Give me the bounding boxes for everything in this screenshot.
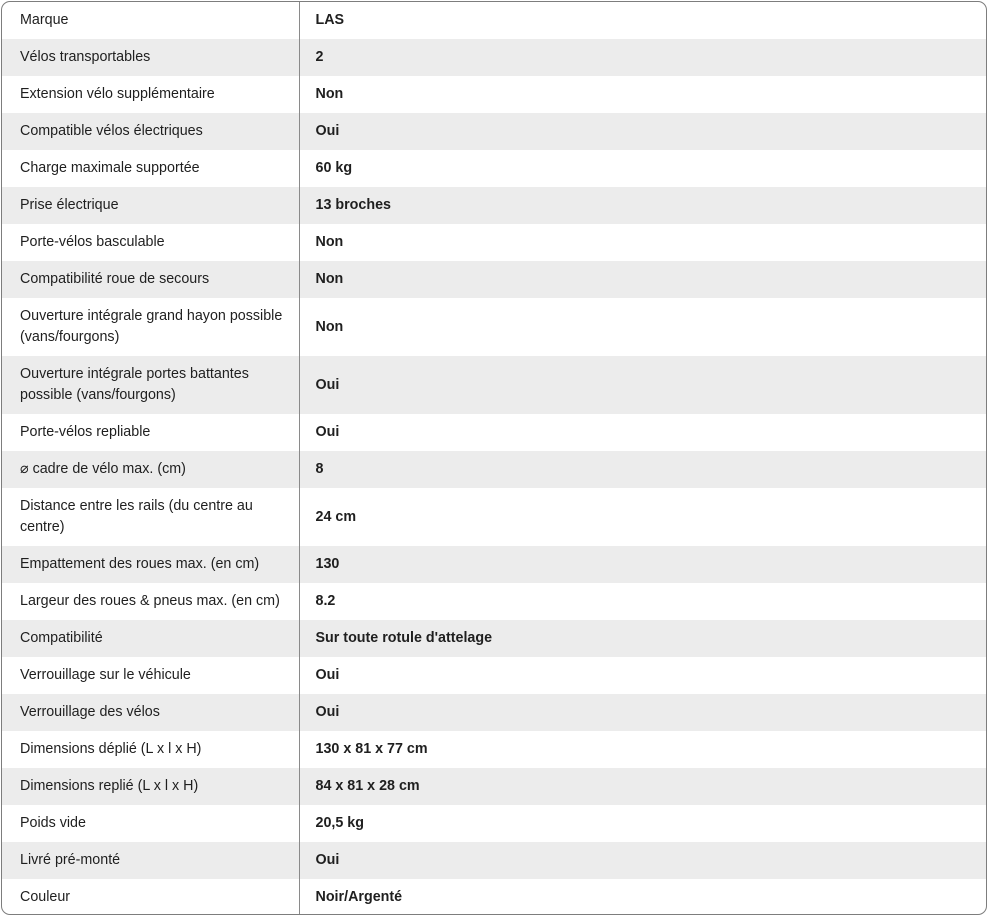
spec-value: Oui xyxy=(299,356,986,414)
table-row xyxy=(2,261,986,298)
spec-table xyxy=(2,2,986,915)
table-row xyxy=(2,546,986,583)
table-row xyxy=(2,805,986,842)
spec-label: Prise électrique xyxy=(2,187,299,224)
table-row xyxy=(2,150,986,187)
spec-label: ⌀ cadre de vélo max. (cm) xyxy=(2,451,299,488)
table-row xyxy=(2,39,986,76)
table-row xyxy=(2,694,986,731)
table-row xyxy=(2,657,986,694)
spec-value: 84 x 81 x 28 cm xyxy=(299,768,986,805)
spec-value: Non xyxy=(315,318,344,335)
spec-value: Oui xyxy=(299,842,986,879)
spec-value: Noir/Argenté xyxy=(315,889,403,905)
spec-label: Vélos transportables xyxy=(2,39,299,76)
table-row xyxy=(2,842,986,879)
table-row xyxy=(2,488,986,546)
spec-value: 13 broches xyxy=(299,187,986,224)
spec-label: Verrouillage sur le véhicule xyxy=(2,657,299,694)
spec-label: Livré pré-monté xyxy=(2,842,299,879)
spec-value: 8.2 xyxy=(315,593,336,609)
spec-value: Sur toute rotule d'attelage xyxy=(299,620,986,657)
table-row xyxy=(2,2,986,39)
table-row xyxy=(2,583,986,620)
table-row xyxy=(2,620,986,657)
spec-label: Poids vide xyxy=(2,805,299,842)
spec-label: Porte-vélos repliable xyxy=(2,414,299,451)
spec-value: Oui xyxy=(299,113,986,150)
spec-label: Ouverture intégrale grand hayon possible (vans/fourgons) xyxy=(2,298,299,356)
spec-label: Charge maximale supportée xyxy=(2,150,299,187)
spec-value: 20,5 kg xyxy=(315,815,364,831)
table-row xyxy=(2,224,986,261)
spec-label: Dimensions déplié (L x l x H) xyxy=(2,731,299,768)
spec-table-container xyxy=(1,1,987,915)
table-row xyxy=(2,356,986,414)
spec-value: 60 kg xyxy=(315,160,353,176)
table-row xyxy=(2,731,986,768)
spec-value: Non xyxy=(315,234,344,250)
spec-value: 24 cm xyxy=(315,508,357,525)
table-row xyxy=(2,451,986,488)
spec-value: 8 xyxy=(299,451,986,488)
spec-label: Verrouillage des vélos xyxy=(2,694,299,731)
spec-value: 130 xyxy=(299,546,986,583)
table-row xyxy=(2,298,986,356)
spec-label: Dimensions replié (L x l x H) xyxy=(2,768,299,805)
spec-label: Ouverture intégrale portes battantes possible (vans/fourgons) xyxy=(2,356,299,414)
spec-label: Porte-vélos basculable xyxy=(2,224,299,261)
table-row xyxy=(2,113,986,150)
table-row xyxy=(2,76,986,113)
table-row xyxy=(2,187,986,224)
spec-label: Extension vélo supplémentaire xyxy=(2,76,299,113)
spec-label: Empattement des roues max. (en cm) xyxy=(2,546,299,583)
spec-value: Oui xyxy=(299,694,986,731)
spec-label: Largeur des roues & pneus max. (en cm) xyxy=(2,583,299,620)
spec-value: 2 xyxy=(299,39,986,76)
spec-value: Oui xyxy=(315,424,340,440)
spec-label: Compatible vélos électriques xyxy=(2,113,299,150)
spec-value: Oui xyxy=(315,667,340,683)
spec-value: Non xyxy=(315,86,344,102)
table-row xyxy=(2,879,986,915)
table-row xyxy=(2,414,986,451)
spec-label: Compatibilité roue de secours xyxy=(2,261,299,298)
spec-label: Compatibilité xyxy=(2,620,299,657)
spec-value: Non xyxy=(299,261,986,298)
spec-label: Couleur xyxy=(2,879,299,915)
spec-label: Distance entre les rails (du centre au centre) xyxy=(2,488,299,546)
spec-value: LAS xyxy=(315,12,345,28)
table-row xyxy=(2,768,986,805)
spec-value: 130 x 81 x 77 cm xyxy=(315,741,428,757)
spec-label: Marque xyxy=(2,2,299,39)
